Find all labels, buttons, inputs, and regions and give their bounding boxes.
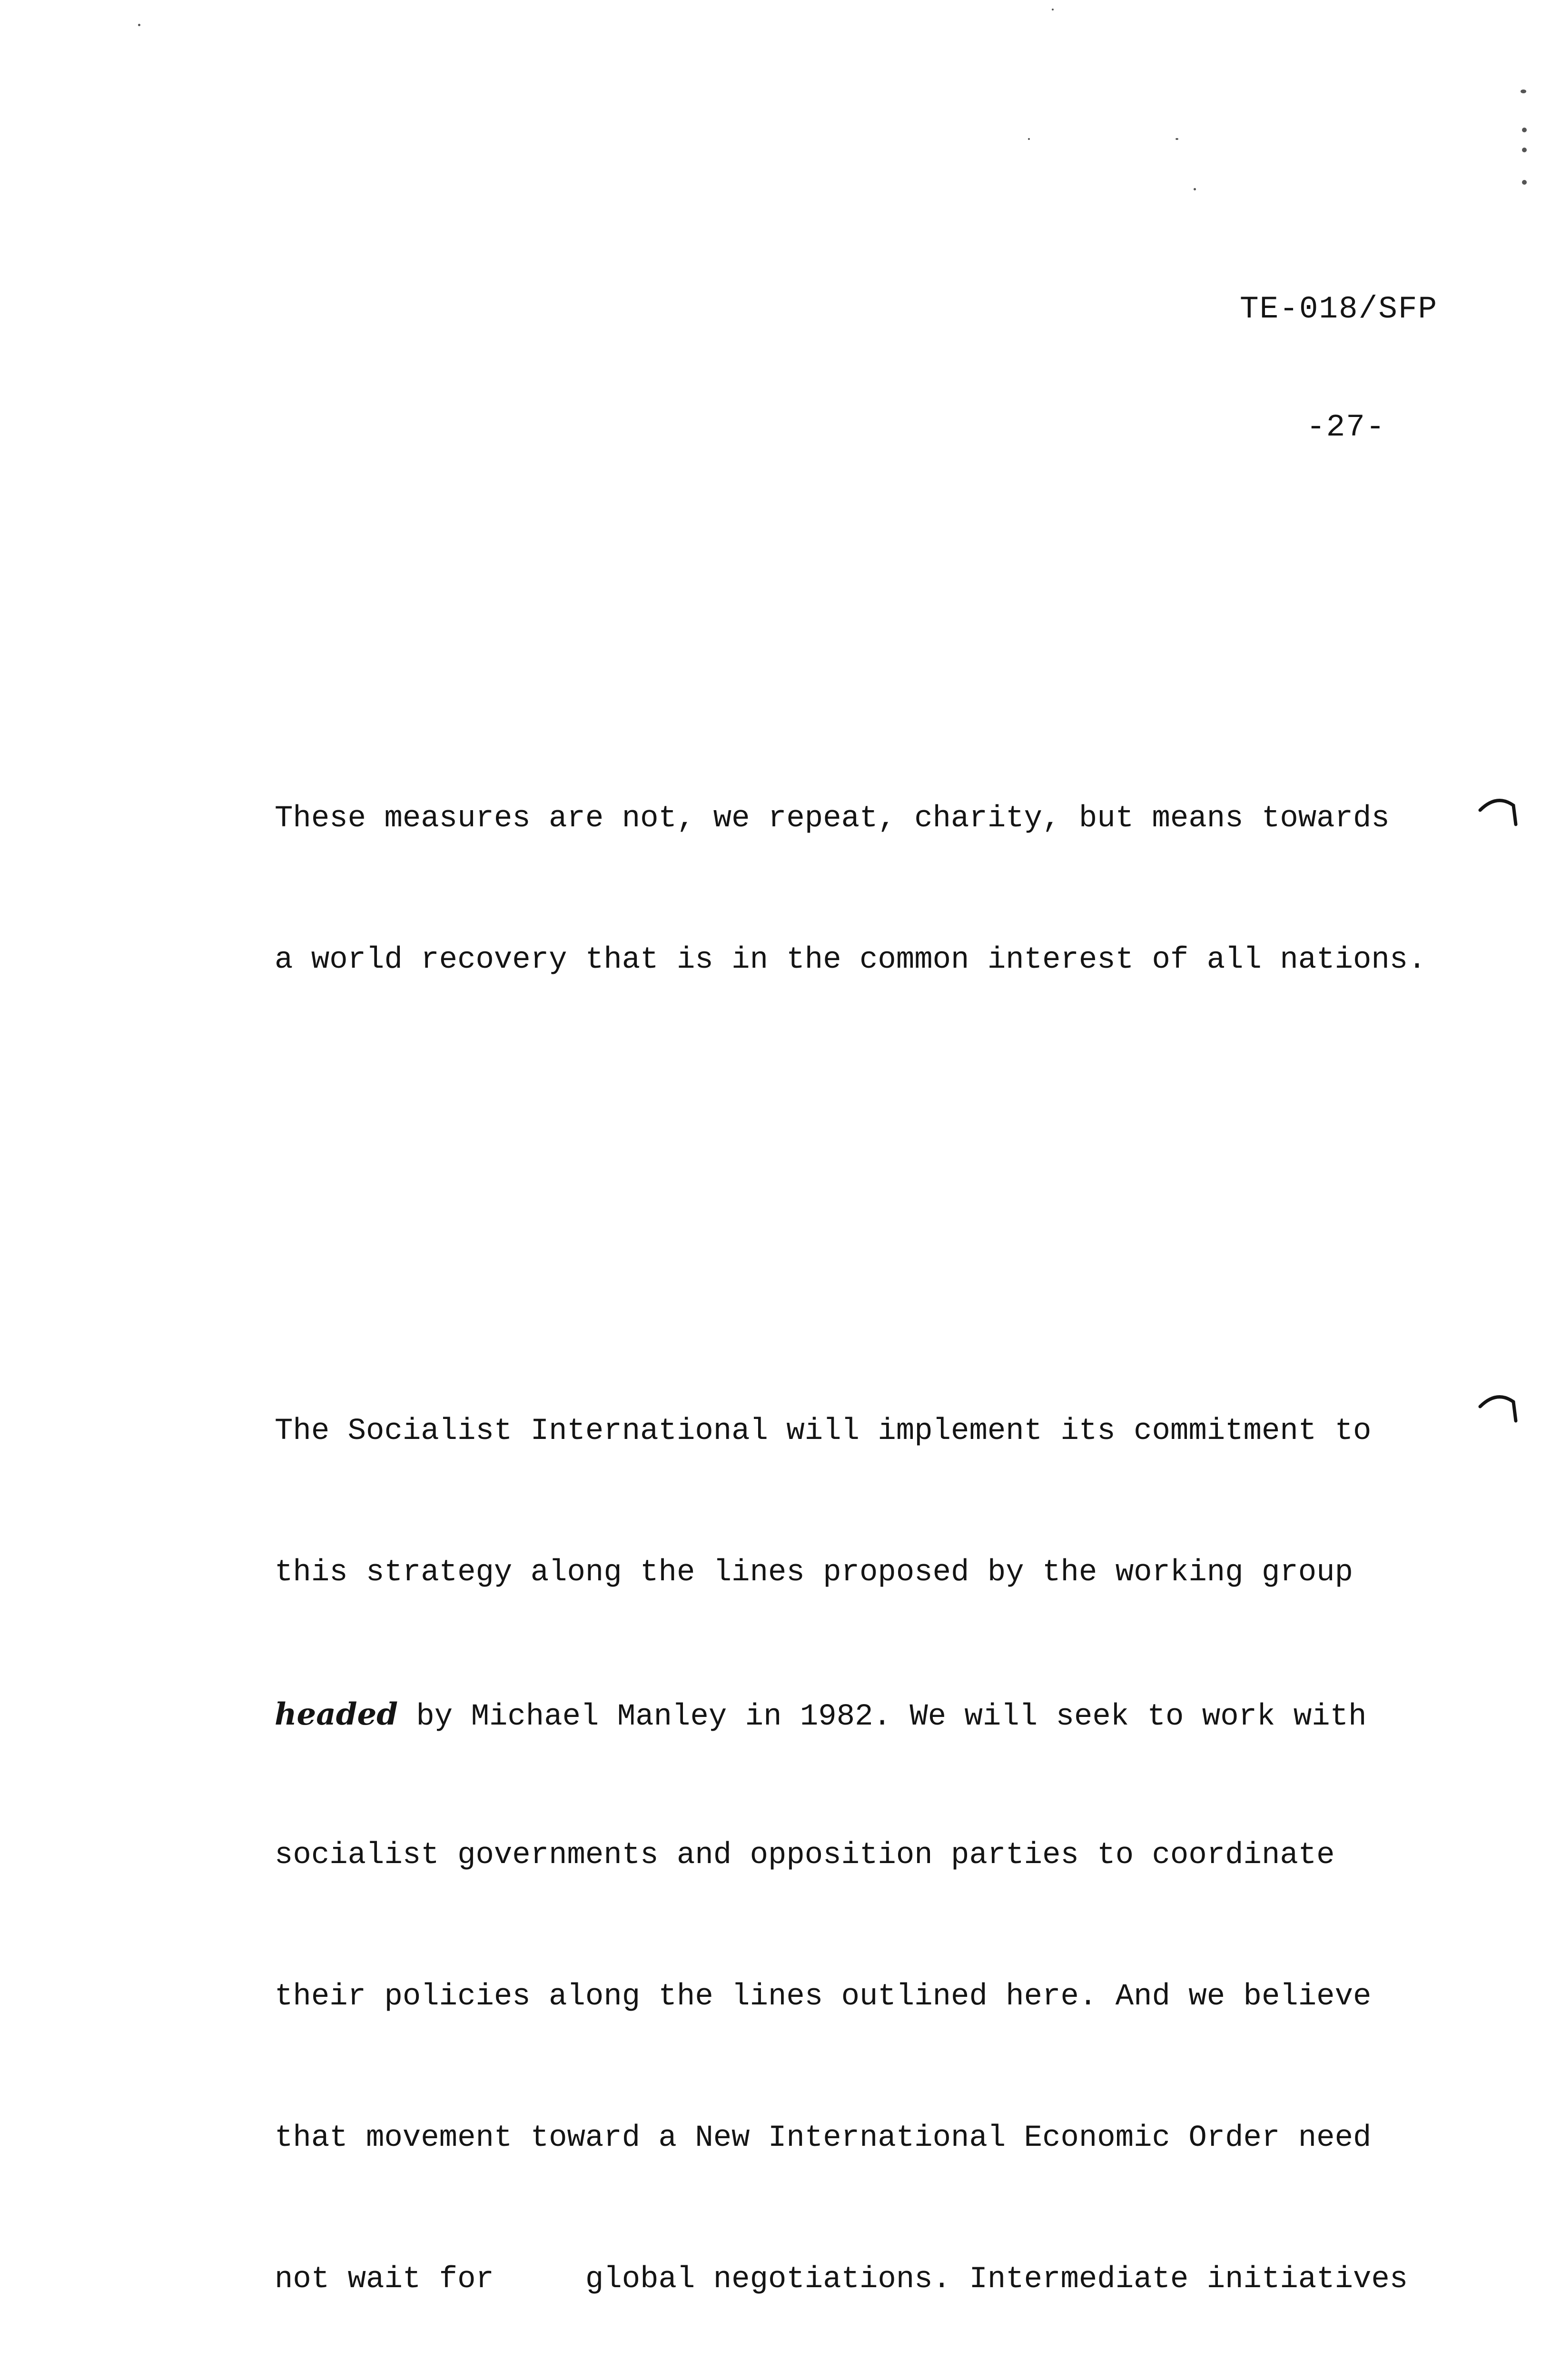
scan-speck — [1052, 9, 1054, 10]
paragraph-1 — [275, 701, 1536, 1078]
text-line: this strategy along the lines proposed by the working group — [275, 1556, 1353, 1590]
document-reference: TE-018/SFP — [1240, 291, 1438, 327]
handwritten-insert: headed — [275, 1696, 398, 1732]
paragraph-mark-icon — [1478, 1392, 1521, 1426]
text-line: that movement toward a New International Economic Order need — [275, 2121, 1372, 2155]
scan-speck — [1522, 128, 1527, 132]
scan-speck — [1176, 138, 1178, 140]
paragraph-2 — [275, 1314, 1536, 2380]
page-number: -27- — [1306, 409, 1386, 445]
text-line: socialist governments and opposition parties to coordinate — [275, 1838, 1335, 1873]
text-line: These measures are not, we repeat, charity, but means towards — [275, 802, 1390, 836]
paragraph-mark-icon — [1478, 796, 1521, 829]
scan-speck — [1521, 89, 1526, 93]
scan-speck — [1028, 138, 1030, 140]
scan-speck — [1194, 188, 1196, 190]
text-line: not wait for global negotiations. Intermediate initiatives — [275, 2262, 1408, 2297]
scan-speck — [1522, 180, 1527, 185]
document-body — [275, 607, 1536, 2380]
text-line-with-insert — [275, 1691, 1536, 1738]
text-fragment: by Michael Manley in 1982. We will seek to work with — [416, 1700, 1367, 1734]
text-line: a world recovery that is in the common interest of all nations. — [275, 943, 1426, 977]
scan-speck — [1522, 148, 1527, 152]
text-line: The Socialist International will implement its commitment to — [275, 1414, 1372, 1448]
text-line: their policies along the lines outlined here. And we believe — [275, 1980, 1372, 2014]
scan-speck — [138, 24, 140, 26]
